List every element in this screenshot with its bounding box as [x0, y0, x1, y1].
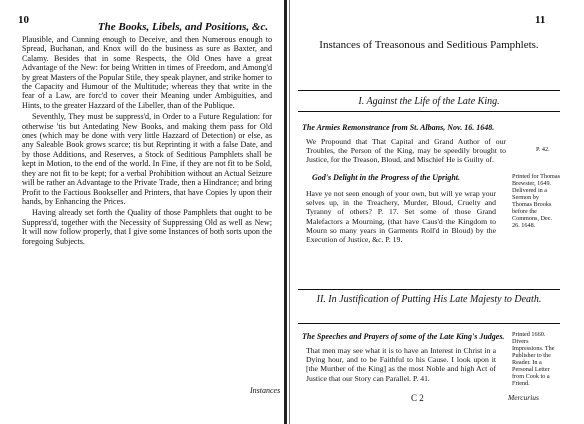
left-page — [22, 8, 281, 418]
paragraph: Plausible, and Cunning enough to Deceive, and then Numerous enough to Spread, Buchanan, and Knox will do the business as sure as Baxter, and Calamy. Besides that in some Respects, the Old Ones have a great Advantage of the New: for being Written in times of Freedom, and Among'd by great Masters of the Popular Stile, they speak playner, and strike homer to the Capacity and Humour of the Multitude; whereas they that write in the fear of a Law, are forc'd to cover their Meaning under Ambiguities, and Hints, to the greater Hazzard of the Libeller, than of the Publique. — [22, 35, 272, 110]
catchword: Mercurius — [508, 393, 539, 402]
margin-note: P. 42. — [536, 146, 550, 153]
source-title: God's Delight in the Progress of the Upright. — [312, 173, 461, 182]
margin-note: Printed 1660. Divers Impressions. The Publisher to the Reader. In a Personal Letter from Cook to a Friend. — [512, 331, 555, 387]
quote-block: We Propound that That Capital and Grand Author of our Troubles, the Person of the King, may be speedily brought to Justice, for the Treason, Bloud, and Mischief He is Guilty of. — [306, 137, 506, 165]
quote-block: Have ye not seen enough of your own, but will ye wrap your selves up, in the Treachery, Murder, Bloud, Cruelty and Tyranny of others? P. 17. Set some of those Grand Malefactors a Mourning, (that have Caus'd the Kingdom to Mourn so many years in Garments Roll'd in Bloud) by the Execution of Justice, &c. P. 19. — [306, 189, 496, 245]
divider — [298, 90, 560, 91]
margin-note: Printed for Thomas Brewster, 1649. Delivered in a Sermon by Thomas Brooks before the Commons, Dec. 26. 1648. — [512, 173, 561, 229]
left-page-number: 10 — [18, 14, 29, 26]
running-head: The Books, Libels, and Positions, &c. — [97, 21, 269, 33]
signature-mark: C 2 — [411, 393, 424, 403]
source-title: The Armies Remonstrance from St. Albans, Nov. 16. 1648. — [302, 123, 495, 132]
gutter-shadow — [284, 0, 287, 424]
divider — [298, 289, 560, 290]
paragraph: Seventhly, They must be suppress'd, in Order to a Future Regulation: for otherwise 'tis but Antedating New Books, and making them pass for Old ones (which may be done with very little Hazzard of Detection) or else, as any Saleable Book grows scarce; tis but Reprinting it with a false Date, and by those Additions, and Reserves, a Stock of Seditious Pamphlets shall be kept in Motion, to the end of the world. In Fine, if they are not fit to be Sold, they are not fit to be kept; for a verbal Prohibition without an Actual Seizure will be rather an Advantage to the Private Trade, then a Hindrance; and bring Profit to the Factious Bookseller and Printers, that have Copies ly upon their hands, by Enhancing the Prices. — [22, 112, 272, 206]
left-body-text — [22, 35, 272, 248]
section-heading: II. In Justification of Putting His Late Majesty to Death. — [316, 294, 542, 305]
right-page-number: 11 — [535, 14, 546, 26]
gutter-line — [289, 0, 290, 424]
page-title: Instances of Treasonous and Seditious Pamphlets. — [319, 39, 539, 51]
divider — [298, 111, 560, 112]
section-heading: I. Against the Life of the Late King. — [358, 96, 500, 107]
right-page — [298, 8, 560, 418]
quote-block: That men may see what it is to have an Interest in Christ in a Dying hour, and to be Faithful to his Cause. I look upon it [the Murther of the King] as the most Noble and high Act of Justice that our Story can Parallel. P. 41. — [306, 346, 496, 383]
divider — [298, 323, 560, 324]
paragraph: Having already set forth the Quality of those Pamphlets that ought to be Suppress'd, together with the Necessity of Suppressing Old as well as New; It will now follow properly, that I give some Instances of both sorts upon the foregoing Subjects. — [22, 208, 272, 246]
catchword: Instances — [250, 386, 281, 395]
source-title: The Speeches and Prayers of some of the Late King's Judges. — [302, 332, 505, 341]
